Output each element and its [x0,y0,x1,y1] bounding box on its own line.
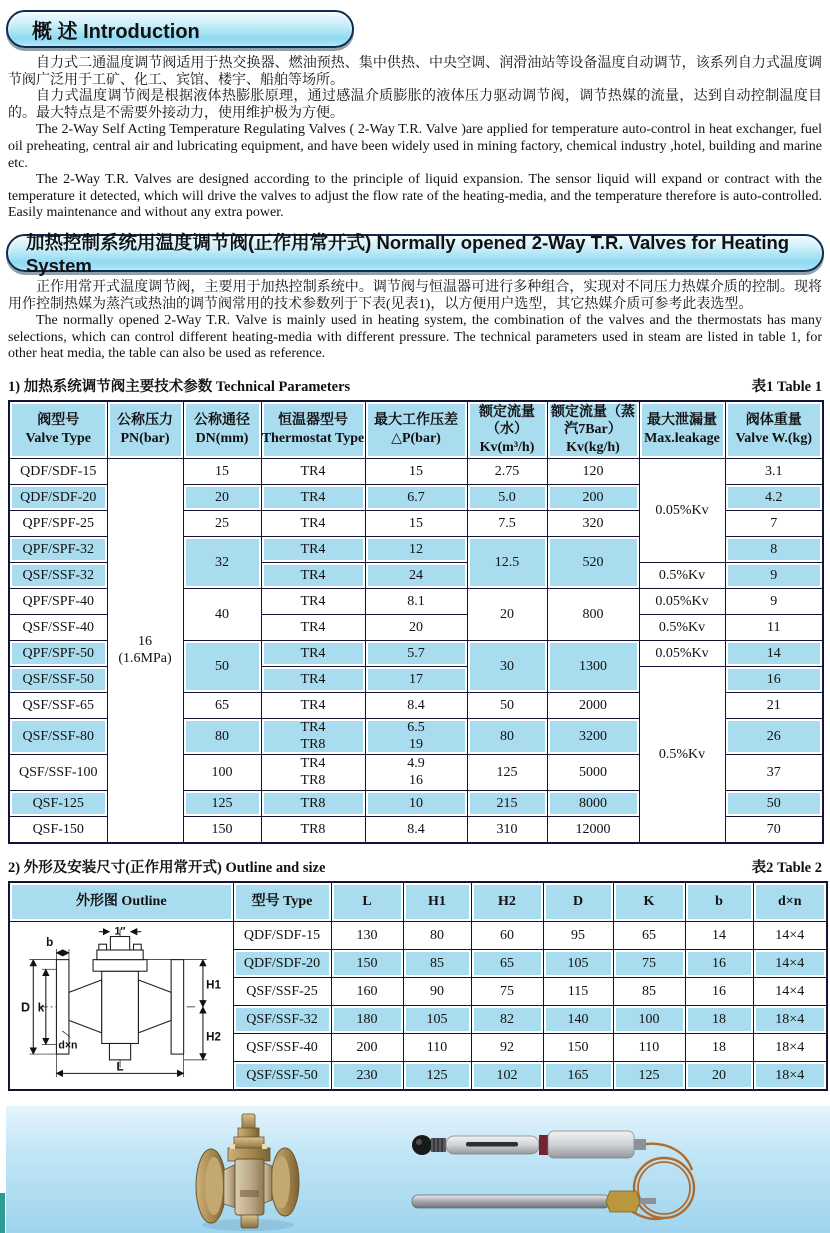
t1-cell: 9 [725,588,823,614]
t2-cell: 160 [331,977,403,1005]
t2-cell: 165 [543,1061,613,1090]
t2-cell: 110 [403,1033,471,1061]
t1-cell: QSF/SSF-50 [9,666,107,692]
t1-cell: 5000 [547,754,639,790]
t1-cell: TR4 TR8 [261,754,365,790]
t1-header-cell: 恒温器型号 Thermostat Type [261,401,365,459]
t2-cell: 20 [685,1061,753,1090]
t2-cell: 75 [471,977,543,1005]
t1-cell: TR4 [261,666,365,692]
t1-cell: TR8 [261,790,365,816]
t1-cell: TR4 [261,640,365,666]
t2-cell: 110 [613,1033,685,1061]
t2-cell: 92 [471,1033,543,1061]
t2-cell: 230 [331,1061,403,1090]
table2-caption: 2) 外形及安装尺寸(正作用常开式) Outline and size [8,859,326,876]
intro-paragraph-cn-2: 自力式温度调节阀是根据液体热膨胀原理，通过感温介质膨胀的液体压力驱动调节阀，调节热媒的流量，达到自动控制温度目的。最大特点是不需要外接动力，使用维护极为方便。 [8,89,822,121]
t1-cell: 100 [183,754,261,790]
table2-caption-row [8,856,822,877]
t1-cell: 12000 [547,816,639,843]
t2-cell: 18×4 [753,1061,827,1090]
t2-header-cell: H1 [403,882,471,922]
t1-cell: QPF/SPF-25 [9,510,107,536]
t2-cell: QSF/SSF-25 [233,977,331,1005]
t1-cell: 2000 [547,692,639,718]
table-row [9,921,827,949]
t1-cell: 8.4 [365,816,467,843]
technical-parameters-table [8,400,824,844]
t1-cell: 8 [725,536,823,562]
t1-cell: 14 [725,640,823,666]
t1-cell: 4.9 16 [365,754,467,790]
t1-cell: 12 [365,536,467,562]
dim-label-d: D [21,1000,31,1015]
t2-cell: 125 [403,1061,471,1090]
t1-header-cell: 额定流量（蒸 汽7Bar） Kv(kg/h) [547,401,639,459]
t1-cell: 7.5 [467,510,547,536]
t1-cell: TR4 [261,588,365,614]
t2-cell: 14 [685,921,753,949]
thermostat-sensor-photo [400,1108,718,1232]
t1-cell: 26 [725,718,823,754]
t1-header-cell: 最大工作压差 △P(bar) [365,401,467,459]
t2-cell: 18 [685,1033,753,1061]
dim-label-dxn: d×n [58,1038,78,1051]
t2-header-cell: L [331,882,403,922]
t1-cell: 9 [725,562,823,588]
dim-label-b: b [46,936,54,949]
t2-cell: QDF/SDF-20 [233,949,331,977]
t2-header-cell: b [685,882,753,922]
t2-cell: 80 [403,921,471,949]
t1-cell: 8.1 [365,588,467,614]
t2-cell: 180 [331,1005,403,1033]
header-row [9,882,827,922]
t1-header-cell: 公称压力 PN(bar) [107,401,183,459]
t1-cell: 0.05%Kv [639,458,725,562]
t1-cell: 200 [547,484,639,510]
t2-cell: 18×4 [753,1033,827,1061]
t1-cell: 50 [725,790,823,816]
t1-cell: TR4 [261,562,365,588]
t2-cell: 16 [685,949,753,977]
t1-cell: 80 [467,718,547,754]
t1-cell: 8.4 [365,692,467,718]
page-edge-accent [0,1193,5,1233]
t1-cell: TR4 [261,510,365,536]
heating-section-header: 加热控制系统用温度调节阀(正作用常开式) Normally opened 2-Way T.R. Valves for Heating System [6,234,824,272]
t1-header-cell: 阀体重量 Valve W.(kg) [725,401,823,459]
t1-cell: QSF-125 [9,790,107,816]
t2-cell: 130 [331,921,403,949]
t1-cell: 80 [183,718,261,754]
t1-cell: 0.5%Kv [639,666,725,843]
t2-cell: 150 [543,1033,613,1061]
dim-label-l: L [116,1061,124,1074]
t1-cell: TR8 [261,816,365,843]
t1-cell: 310 [467,816,547,843]
t2-cell: QSF/SSF-32 [233,1005,331,1033]
t1-cell: 21 [725,692,823,718]
t2-header-cell: 外形图 Outline [9,882,233,922]
t2-header-cell: K [613,882,685,922]
t1-cell: 15 [183,458,261,484]
t1-cell: QDF/SDF-20 [9,484,107,510]
t2-cell: 85 [403,949,471,977]
dim-label-k: k [38,1002,45,1015]
t2-cell: 105 [403,1005,471,1033]
t1-header-cell: 额定流量 （水） Kv(m³/h) [467,401,547,459]
t1-cell: QSF/SSF-80 [9,718,107,754]
t1-cell: 5.0 [467,484,547,510]
dim-label-h1: H1 [206,979,222,992]
t1-cell: 15 [365,510,467,536]
t2-cell: 85 [613,977,685,1005]
t1-cell: 5.7 [365,640,467,666]
t1-cell: 0.05%Kv [639,640,725,666]
t1-cell: QPF/SPF-32 [9,536,107,562]
t2-cell: 14×4 [753,949,827,977]
t1-cell: 50 [467,692,547,718]
t2-cell: 102 [471,1061,543,1090]
t2-cell: 18×4 [753,1005,827,1033]
t2-cell: 60 [471,921,543,949]
intro-paragraph-en-1: The 2-Way Self Acting Temperature Regulating Valves ( 2-Way T.R. Valve )are applied for temperature auto-control in heat exchanger, fuel oil preheating, central air and lubricating equipment, and have been widely used in mining factory, chemical industry ,hotel, building and marine etc. [8,122,822,171]
t2-header-cell: d×n [753,882,827,922]
table1-ref: 表1 Table 1 [751,378,822,395]
t1-cell: 0.5%Kv [639,562,725,588]
t1-cell: TR4 [261,458,365,484]
t1-header-cell: 阀型号 Valve Type [9,401,107,459]
t2-header-cell: H2 [471,882,543,922]
t2-cell: 115 [543,977,613,1005]
heating-paragraph-en: The normally opened 2-Way T.R. Valve is mainly used in heating system, the combination of the valves and the thermostats has many selections, which can control different heating-media with different pressure. The technical parameters used in steam are listed in table 1, for other heat media, the table can also be used as reference. [8,313,822,362]
t1-cell: 125 [467,754,547,790]
dim-label-inch: 1″ [114,925,126,938]
t1-cell: 17 [365,666,467,692]
t1-cell: 70 [725,816,823,843]
t1-cell: 150 [183,816,261,843]
t1-cell: 0.05%Kv [639,588,725,614]
t1-cell: 6.5 19 [365,718,467,754]
t1-cell: 0.5%Kv [639,614,725,640]
t1-cell: QSF-150 [9,816,107,843]
table-row [9,458,823,484]
t2-header-cell: 型号 Type [233,882,331,922]
t1-cell: 40 [183,588,261,640]
t1-cell: 20 [467,588,547,640]
t1-cell: 120 [547,458,639,484]
t1-cell: TR4 [261,614,365,640]
t1-cell: QSF/SSF-100 [9,754,107,790]
t1-cell: 8000 [547,790,639,816]
t1-cell: 16 (1.6MPa) [107,458,183,843]
table1-caption: 1) 加热系统调节阀主要技术参数 Technical Parameters [8,378,351,395]
t2-cell: 140 [543,1005,613,1033]
t2-cell: 14×4 [753,977,827,1005]
t1-cell: 7 [725,510,823,536]
t1-cell: 37 [725,754,823,790]
t2-cell: QSF/SSF-50 [233,1061,331,1090]
t1-cell: 25 [183,510,261,536]
t2-cell: 14×4 [753,921,827,949]
t1-header-cell: 公称通径 DN(mm) [183,401,261,459]
t1-cell: TR4 [261,484,365,510]
t1-cell: 12.5 [467,536,547,588]
outline-diagram-cell [9,921,233,1090]
valve-outline-drawing [12,923,230,1083]
t1-cell: 24 [365,562,467,588]
t1-cell: 520 [547,536,639,588]
t1-cell: 2.75 [467,458,547,484]
t2-cell: 95 [543,921,613,949]
t2-cell: 16 [685,977,753,1005]
t1-cell: 1300 [547,640,639,692]
t1-cell: 30 [467,640,547,692]
intro-paragraph-cn-1: 自力式二通温度调节阀适用于热交换器、燃油预热、集中供热、中央空调、润滑油站等设备温度自动调节，该系列自力式温度调节阀广泛用于工矿、化工、宾馆、楼宇、船舶等场所。 [8,56,822,88]
t2-cell: 150 [331,949,403,977]
t1-cell: 3.1 [725,458,823,484]
t1-cell: QPF/SPF-50 [9,640,107,666]
t1-cell: 20 [365,614,467,640]
intro-paragraph-en-2: The 2-Way T.R. Valves are designed according to the principle of liquid expansion. The sensor liquid will expand or contract with the temperature it detected, which will drive the valves to adjust the flow rate of the heating-media, and the temperature therefore is auto-controlled. Easily maintenance and without any extra power. [8,172,822,221]
t1-cell: 16 [725,666,823,692]
header-row [9,401,823,459]
t1-cell: QSF/SSF-32 [9,562,107,588]
t1-header-cell: 最大泄漏量 Max.leakage [639,401,725,459]
dim-label-h2: H2 [206,1031,222,1044]
t1-cell: 15 [365,458,467,484]
bronze-valve-photo [192,1112,304,1232]
table1-caption-row [8,375,822,396]
t1-cell: 10 [365,790,467,816]
t1-cell: 800 [547,588,639,640]
t1-cell: TR4 [261,536,365,562]
t2-cell: 65 [471,949,543,977]
t1-cell: 20 [183,484,261,510]
t2-cell: 82 [471,1005,543,1033]
t2-cell: 100 [613,1005,685,1033]
t1-cell: QSF/SSF-65 [9,692,107,718]
table2-ref: 表2 Table 2 [751,859,822,876]
t2-cell: 65 [613,921,685,949]
t1-cell: 32 [183,536,261,588]
product-photos-strip [6,1106,830,1233]
t1-cell: 3200 [547,718,639,754]
t1-cell: 11 [725,614,823,640]
t2-cell: 200 [331,1033,403,1061]
t1-cell: QSF/SSF-40 [9,614,107,640]
t2-cell: QDF/SDF-15 [233,921,331,949]
t1-cell: 215 [467,790,547,816]
t1-cell: TR4 TR8 [261,718,365,754]
t1-cell: 65 [183,692,261,718]
t2-cell: 90 [403,977,471,1005]
t1-cell: TR4 [261,692,365,718]
t1-cell: 320 [547,510,639,536]
t1-cell: QPF/SPF-40 [9,588,107,614]
t1-cell: 125 [183,790,261,816]
t1-cell: QDF/SDF-15 [9,458,107,484]
t2-cell: QSF/SSF-40 [233,1033,331,1061]
t2-cell: 105 [543,949,613,977]
t2-header-cell: D [543,882,613,922]
t2-cell: 75 [613,949,685,977]
t2-cell: 125 [613,1061,685,1090]
t1-cell: 6.7 [365,484,467,510]
t1-cell: 4.2 [725,484,823,510]
t2-cell: 18 [685,1005,753,1033]
t1-cell: 50 [183,640,261,692]
heating-paragraph-cn: 正作用常开式温度调节阀，主要用于加热控制系统中。调节阀与恒温器可进行多种组合，实现对不同压力热媒介质的控制。现将用作控制热媒为蒸汽或热油的调节阀常用的技术参数列于下表(见表1)，以方便用户选型，其它热媒介质可参考此表选型。 [8,279,822,312]
intro-section-header: 概 述 Introduction [6,10,354,48]
outline-and-size-table [8,881,828,1091]
intro-text-block [8,56,822,222]
heating-text-block [8,280,822,363]
